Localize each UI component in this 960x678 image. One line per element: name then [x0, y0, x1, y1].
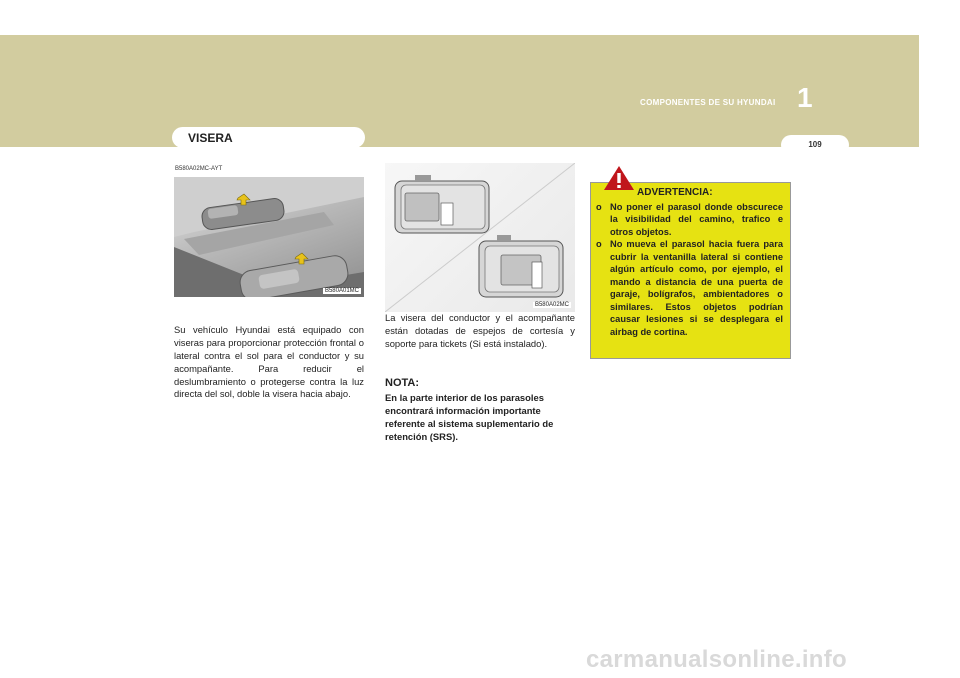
sun-visor-photo [174, 177, 364, 297]
chapter-number: 1 [797, 82, 813, 113]
page-number: 109 [808, 140, 822, 149]
vanity-mirror-illustration [385, 163, 575, 312]
column2-paragraph: La visera del conductor y el acompañante están dotadas de espejos de cortesía y soporte para tickets (Si está instalado). [385, 312, 575, 349]
chapter-title: COMPONENTES DE SU HYUNDAI [640, 98, 776, 107]
warning-item-text: No poner el parasol donde obscurece la visibilidad del camino, trafico e otros objetos. [610, 202, 783, 237]
section-title: VISERA [188, 131, 233, 145]
warning-bullet: o [596, 239, 602, 250]
warning-title: ADVERTENCIA: [637, 187, 713, 198]
warning-item [596, 201, 783, 238]
figure2-code: B580A02MC [534, 302, 569, 308]
note-text: En la parte interior de los parasoles encontrará información importante referente al sistema suplementario de retención (SRS). [385, 392, 554, 442]
header-band [0, 35, 919, 147]
note-heading: NOTA: [385, 377, 420, 389]
watermark: carmanualsonline.info [586, 646, 848, 673]
warning-list [596, 201, 783, 338]
column1-paragraph: Su vehículo Hyundai está equipado con viseras para proporcionar protección frontal o lateral contra el sol para el conductor y su acompañante. Para reducir el deslumbramiento o protegerse contra la luz directa del sol, doble la visera hacia abajo. [174, 324, 364, 400]
warning-bullet: o [596, 202, 602, 212]
sun-visor-illustration [174, 177, 364, 297]
figure1-code: B580A01MC [324, 288, 359, 294]
section-code: B580A02MC-AYT [175, 166, 223, 172]
exclamation-triangle-icon [603, 165, 635, 191]
vanity-mirror-drawing [385, 163, 575, 312]
warning-item [596, 238, 783, 338]
warning-item-text: No mueva el parasol hacia fuera para cubrir la ventanilla lateral si contiene algún artículo como, por ejemplo, el mando a distancia de una puerta de garaje, bolígrafos, ambientadores o similares. Estos objetos podrían causar lesiones si se desplegara el airbag de cortina. [610, 239, 783, 337]
